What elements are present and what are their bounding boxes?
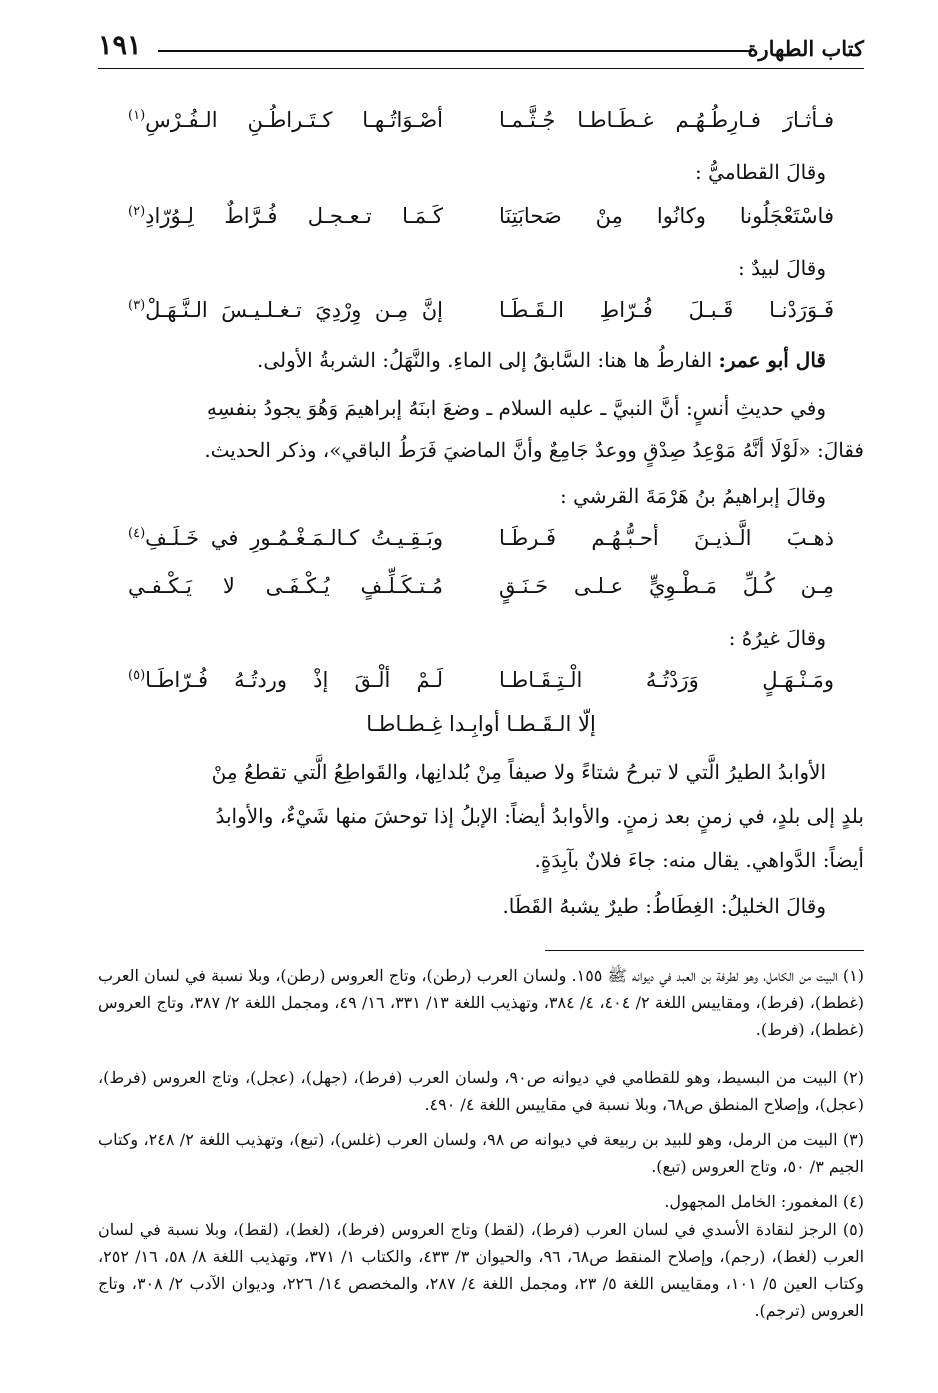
verse-5-first-hemistich: مِـن كُـلِّ مَـطْـوِيٍّ عـلـى حَـنَـقٍ: [499, 574, 834, 598]
paragraph-anas-line-1: وفي حديثِ أنسٍ: أنَّ النبيَّ ـ عليه السلام ـ وضعَ ابنَهُ إبراهيمَ وَهُوَ يجودُ بنفسِهِ: [206, 396, 826, 420]
paragraph-labid-intro: وقالَ لبيدٌ :: [738, 256, 826, 280]
verse-6: [98, 668, 864, 714]
page-header: [98, 30, 864, 70]
paragraph-khalil: وقالَ الخليلُ: الغِطَاطُ: طيرٌ يشبهُ القَطَا.: [502, 894, 826, 918]
footnote-3: (٣) البيت من الرمل، وهو للبيد بن ربيعة في ديوانه ص ٩٨، ولسان العرب (غلس)، (تبع)، وتهذيب اللغة ٢/ ٢٤٨، وكتاب الجيم ٣/ ٥٠، وتاج العروس (تبع).: [98, 1130, 865, 1176]
header-rule: [158, 50, 752, 52]
paragraph-qatami-intro: وقالَ القطاميُّ :: [695, 160, 826, 184]
paragraph-anas-line-2: فقالَ: «لَوْلَا أنَّهُ مَوْعِدُ صِدْقٍ ووعدٌ جَامِعٌ وأنَّ الماضيَ فَرَطُ الباقي»، وذكر الحديث.: [204, 438, 864, 462]
paragraph-awabid-line-2: بلدٍ إلى بلدٍ، في زمنٍ بعد زمنٍ. والأوابدُ أيضاً: الإبلُ إذا توحشَ منها شَيْءٌ، والأوابدُ: [215, 804, 864, 828]
verse-3-second-text: إنَّ مِـن وِرْدِيَ تـغـلـيـسَ الـنَّـهَـلْ: [145, 298, 443, 322]
footnote-2: (٢) البيت من البسيط، وهو للقطامي في ديوانه ص٩٠، ولسان العرب (فرط)، (جهل)، (عجل)، وتاج العروس (فرط)، (عجل)، وإصلاح المنطق ص٦٨، وبلا نسبة في مقاييس اللغة ٤/ ٤٩٠.: [98, 1068, 864, 1114]
footnote-1: (١) البيت من الكامل، وهو لطرفة بن العبد في ديوانه ﷺ ١٥٥. ولسان العرب (رطن)، وتاج العروس (رطن)، وبلا نسبة في لسان العرب (غطط)، (فرط)، ومقاييس اللغة ٢/ ٤٠٤، ٤/ ٣٨٤، وتهذيب اللغة ١٣/ ٣٣١، ١٦/ ٤٩، ومجمل اللغة ٢/ ٣٨٧، وتاج العروس (غطط)، (فرط).: [98, 966, 865, 1039]
paragraph-ibn-harma-intro: وقالَ إبراهيمُ بنُ هَرْمَةَ القرشي :: [559, 484, 826, 508]
header-divider: [98, 68, 864, 69]
verse-2-first-hemistich: فاسْتَعْجَلُونا وكانُوا مِنْ صَحابَتِنَا: [499, 204, 834, 228]
verse-3: [98, 298, 864, 344]
verse-4-first-hemistich: ذهـبَ الَّـذيـنَ أحـبُّـهُـم فَـرطَـا: [499, 526, 834, 550]
verse-4-second-text: وبَـقِـيـتُ كـالـمَـغْـمُـورِ في خَـلَـفِ: [145, 526, 443, 550]
paragraph-awabid-line-3: أيضاً: الدَّواهي. يقال منه: جاءَ فلانٌ بآبِدَةٍ.: [534, 848, 864, 872]
verse-5: [98, 574, 864, 620]
paragraph-abu-umar: [98, 348, 864, 372]
verse-3-first-hemistich: فَـوَرَدْنـا قَـبـلَ فُـرّاطِ الـقَـطَـا: [499, 298, 834, 322]
footnote-ref-3: (٣): [128, 298, 146, 313]
verse-3-second-hemistich: [128, 298, 443, 322]
verse-2-second-text: كَـمَـا تـعـجـل فُـرَّاطٌ لِـوُرّادِ: [145, 204, 443, 228]
verse-1-second-text: أصْـوَاتُـهـا كـتَـراطُـنِ الـفُـرْسِ: [145, 108, 443, 132]
verse-6-second-text: لَـمْ ألْـقَ إذْ وردتُـهُ فُـرّاطَـا: [145, 668, 443, 692]
verse-1-first-hemistich: فـأثـارَ فـارِطُـهُـم غـطَـاطـا جُـثَّـمـا: [499, 108, 834, 132]
verse-1-second-hemistich: [128, 108, 443, 132]
verse-1: [98, 108, 864, 154]
verse-4: [98, 526, 864, 572]
verse-6-first-hemistich: ومَـنْـهَـلٍ وَرَدْتُـهُ الْـتِـقَـاطـا: [499, 668, 834, 692]
verse-2: [98, 204, 864, 250]
running-title: كتاب الطهارة: [747, 36, 864, 61]
footnote-separator: [545, 950, 864, 951]
footnote-5: (٥) الرجز لنقادة الأسدي في لسان العرب (فرط)، (لقط) وتاج العروس (فرط)، (لغط)، (لقط)، وبلا نسبة في لسان العرب (لغط)، (رجم)، وإصلاح المنقط ص٦٨، ٩٦، والحيوان ٣/ ٤٣٣، والكتاب ١/ ٣٧١، وتهذيب اللغة ٨/ ٥٨، ١٦/ ٢٥٢، وكتاب العين ٥/ ١٠١، ومقاييس اللغة ٥/ ٢٣، ومجمل اللغة ٤/ ٢٨٧، والمخصص ١٤/ ٢٢٦، وديوان الآدب ٢/ ٣٠٨، وتاج العروس (ترجم).: [98, 1220, 865, 1320]
footnote-ref-2: (٢): [128, 204, 146, 219]
paragraph-awabid-line-1: الأوابدُ الطيرُ الَّتي لا تبرحُ شتاءً ولا صيفاً مِنْ بُلدانِها، والقَواطِعُ الَّتي تقطعُ مِنْ: [211, 760, 826, 784]
paragraph-other-intro: وقالَ غيرُهُ :: [728, 626, 826, 650]
verse-5-second-hemistich: مُـتـكَـلِّـفٍ يُـكْـفَـى لا يَـكْـفـي: [128, 574, 443, 598]
verse-6-continuation-text: إلّا الـقَـطـا أوابِـدا غِـطـاطـا: [366, 712, 596, 736]
footnote-ref-4: (٤): [128, 526, 146, 541]
main-text: [98, 108, 864, 938]
verse-2-second-hemistich: [128, 204, 443, 228]
verse-6-continuation: [98, 712, 864, 758]
footnote-ref-1: (١): [128, 108, 146, 123]
verse-4-second-hemistich: [128, 526, 443, 550]
speaker-label: قال أبو عمر:: [718, 348, 826, 372]
page-number: ١٩١: [98, 30, 142, 61]
abu-umar-text: الفارطُ ها هنا: السَّابقُ إلى الماءِ. والنَّهَلُ: الشربةُ الأولى.: [257, 348, 713, 372]
footnote-ref-5: (٥): [128, 668, 146, 683]
footnote-4: (٤) المغمور: الخامل المجهول.: [664, 1192, 864, 1211]
verse-6-second-hemistich: [128, 668, 443, 692]
